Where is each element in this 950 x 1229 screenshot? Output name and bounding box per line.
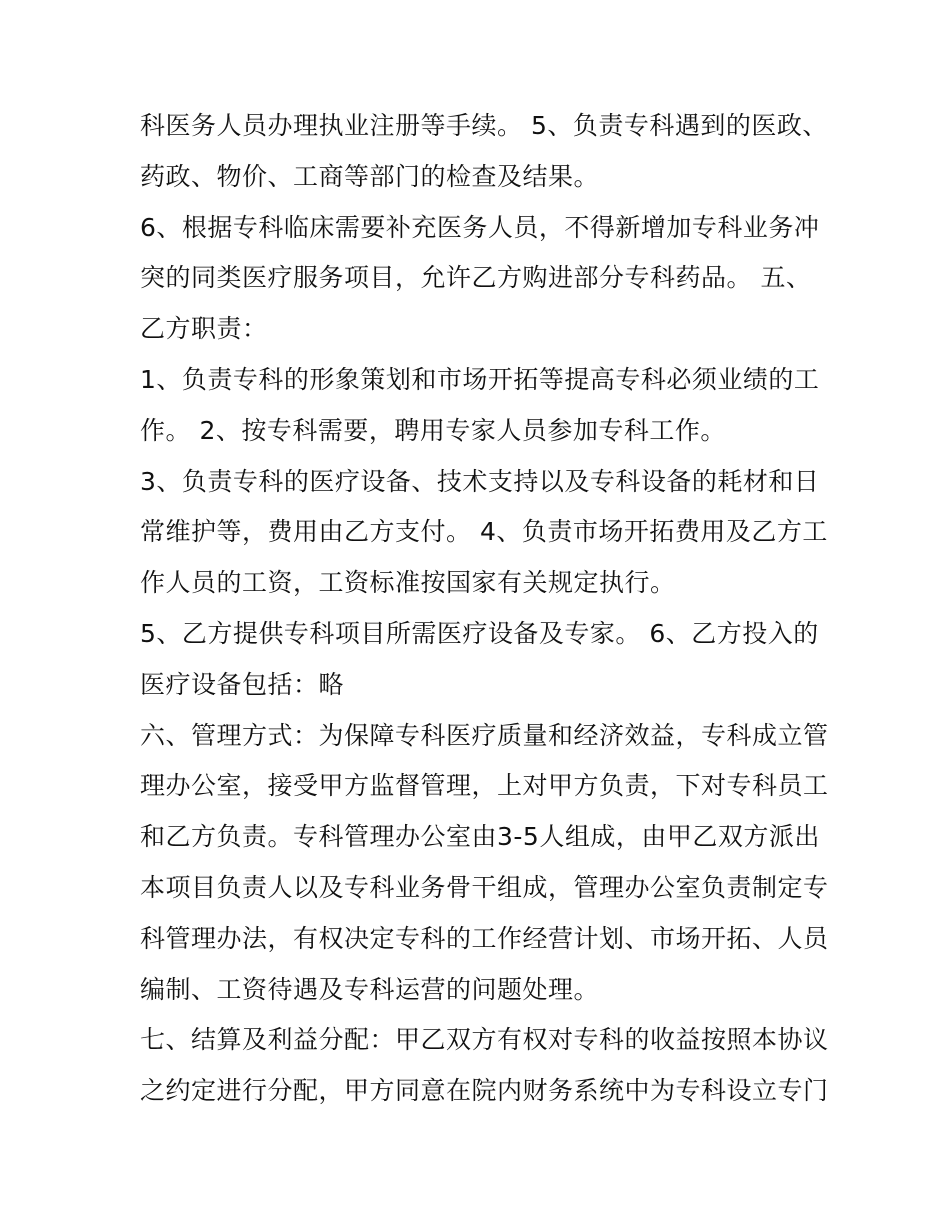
text-line: 作。 2、按专科需要，聘用专家人员参加专科工作。 <box>140 415 726 445</box>
text-line: 乙方职责： <box>140 314 268 344</box>
text-line: 药政、物价、工商等部门的检查及结果。 <box>140 161 600 191</box>
text-line: 常维护等，费用由乙方支付。 4、负责市场开拓费用及乙方工 <box>140 517 828 547</box>
text-line: 和乙方负责。专科管理办公室由3-5人组成，由甲乙双方派出 <box>140 822 820 852</box>
text-line: 七、结算及利益分配：甲乙双方有权对专科的收益按照本协议 <box>140 1025 829 1055</box>
text-line: 作人员的工资，工资标准按国家有关规定执行。 <box>140 568 676 598</box>
text-line: 科管理办法，有权决定专科的工作经营计划、市场开拓、人员 <box>140 923 829 953</box>
text-line: 六、管理方式：为保障专科医疗质量和经济效益，专科成立管 <box>140 720 829 750</box>
text-line: 突的同类医疗服务项目，允许乙方购进部分专科药品。 五、 <box>140 263 812 293</box>
text-line: 理办公室，接受甲方监督管理，上对甲方负责，下对专科员工 <box>140 771 829 801</box>
text-line: 之约定进行分配，甲方同意在院内财务系统中为专科设立专门 <box>140 1076 829 1106</box>
text-line: 6、根据专科临床需要补充医务人员，不得新增加专科业务冲 <box>140 212 820 242</box>
text-line: 5、乙方提供专科项目所需医疗设备及专家。 6、乙方投入的 <box>140 618 819 648</box>
text-line: 科医务人员办理执业注册等手续。 5、负责专科遇到的医政、 <box>140 111 828 140</box>
text-line: 本项目负责人以及专科业务骨干组成，管理办公室负责制定专 <box>140 872 829 902</box>
text-line: 医疗设备包括：略 <box>140 669 345 699</box>
text-line: 编制、工资待遇及专科运营的问题处理。 <box>140 974 600 1004</box>
text-line: 3、负责专科的医疗设备、技术支持以及专科设备的耗材和日 <box>140 466 820 496</box>
text-line: 1、负责专科的形象策划和市场开拓等提高专科必须业绩的工 <box>140 364 820 394</box>
document-body <box>140 101 829 1117</box>
